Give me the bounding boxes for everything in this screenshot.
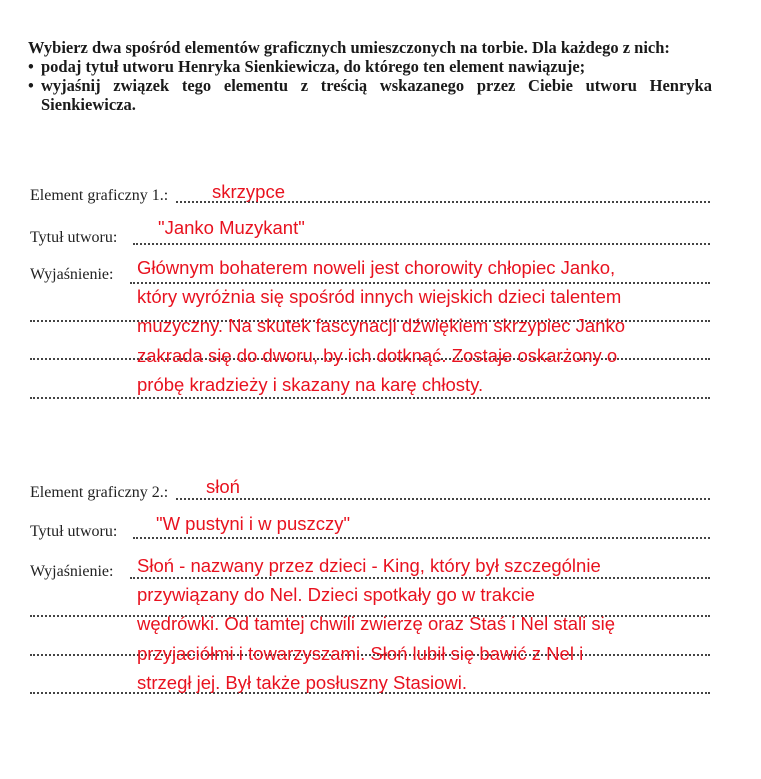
title1-label: Tytuł utworu:	[30, 229, 118, 246]
element1-answer: skrzypce	[212, 181, 285, 202]
answer-line	[133, 243, 710, 245]
explanation2-label: Wyjaśnienie:	[30, 563, 114, 580]
explanation2-answer	[137, 551, 615, 697]
explanation-line: przyjaciółmi i towarzyszami. Słoń lubił się bawić z Nel i	[137, 642, 584, 664]
explanation-line: zakrada się do dworu, by ich dotknąć. Zostaje oskarżony o	[137, 344, 618, 366]
answer-line	[176, 498, 710, 500]
instruction-bullets	[28, 57, 712, 114]
title2-answer: "W pustyni i w puszczy"	[156, 513, 351, 534]
explanation-line: wędrówki. Od tamtej chwili zwierzę oraz Staś i Nel stali się	[137, 613, 616, 635]
element1-label: Element graficzny 1.:	[30, 187, 169, 204]
task-instructions	[28, 38, 712, 114]
title2-label: Tytuł utworu:	[30, 523, 118, 540]
explanation1-label: Wyjaśnienie:	[30, 266, 114, 283]
explanation-line: strzegł jej. Był także posłuszny Stasiowi.	[137, 671, 468, 693]
explanation-line: muzyczny. Na skutek fascynacji dźwiękiem skrzypiec Janko	[137, 315, 626, 337]
explanation-line: przywiązany do Nel. Dzieci spotkały go w trakcie	[137, 584, 535, 606]
explanation1-answer	[137, 253, 625, 399]
explanation-line: który wyróżnia się spośród innych wiejskich dzieci talentem	[137, 286, 622, 308]
explanation-line: próbę kradzieży i skazany na karę chłosty.	[137, 373, 484, 395]
title1-answer: "Janko Muzykant"	[158, 217, 305, 238]
element2-answer: słoń	[206, 476, 240, 497]
instruction-intro: Wybierz dwa spośród elementów graficznych umieszczonych na torbie. Dla każdego z nich:	[28, 38, 670, 57]
explanation-line: Słoń - nazwany przez dzieci - King, który był szczególnie	[137, 555, 601, 576]
explanation-line: Głównym bohaterem noweli jest chorowity chłopiec Janko,	[137, 257, 616, 278]
instruction-bullet: • wyjaśnij związek tego elementu z treścią wskazanego przez Ciebie utworu Henryka Sienkiewicza.	[28, 76, 712, 114]
instruction-bullet: • podaj tytuł utworu Henryka Sienkiewicza, do którego ten element nawiązuje;	[28, 57, 712, 76]
element2-label: Element graficzny 2.:	[30, 484, 169, 501]
